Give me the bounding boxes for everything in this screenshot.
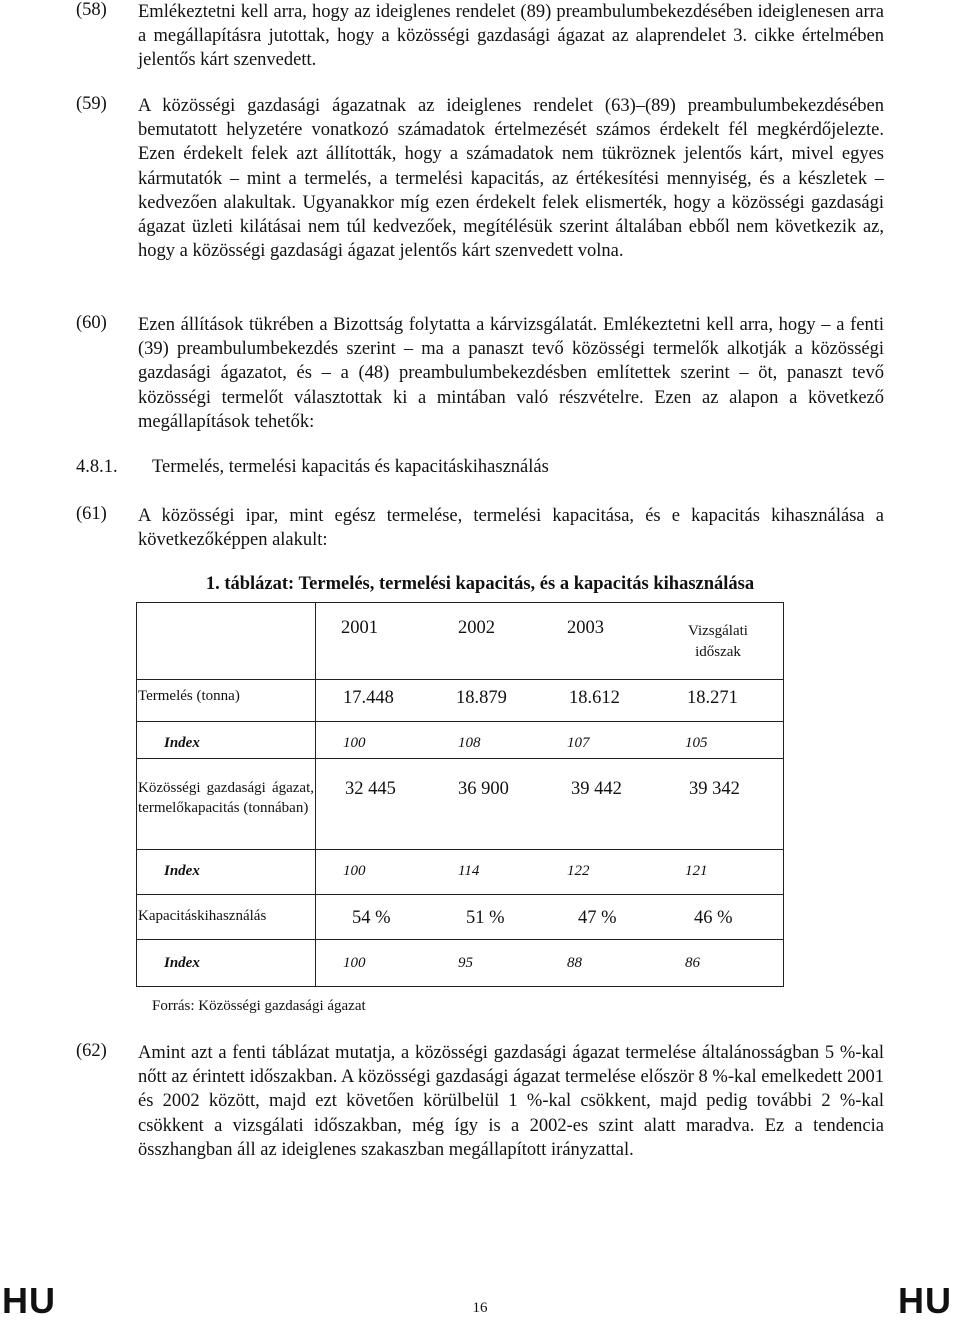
table-rule xyxy=(136,721,784,722)
column-header-2003: 2003 xyxy=(567,618,604,638)
paragraph-number: (59) xyxy=(76,94,107,114)
paragraph-number: (60) xyxy=(76,313,107,333)
footer-language-left: HU xyxy=(2,1280,56,1321)
column-header-2001: 2001 xyxy=(341,618,378,638)
table-cell: 108 xyxy=(458,735,481,751)
table-source: Forrás: Közösségi gazdasági ágazat xyxy=(152,998,366,1014)
table-cell: 32 445 xyxy=(345,779,396,799)
table-cell: 95 xyxy=(458,955,473,971)
row-label: Termelés (tonna) xyxy=(138,688,240,704)
row-label: Index xyxy=(164,863,200,879)
paragraph-text: Amint azt a fenti táblázat mutatja, a közösségi gazdasági ágazat termelése általánosságban 5 %-kal nőtt az érintett időszakban. A közösségi gazdasági ágazat termelése először 8 %-kal emelkedett 2001 és 2002 között, majd ezt követően körülbelül 1 %-kal csökkent, majd pedig további 2 %-kal csökkent a vizsgálati időszakban, még így is a 2002-es szint alatt maradva. Ez a tendencia összhangban áll az ideiglenes szakaszban megállapított irányzattal. xyxy=(138,1043,884,1160)
table-cell: 88 xyxy=(567,955,582,971)
table-cell: 39 442 xyxy=(571,779,622,799)
page-number: 16 xyxy=(472,1300,488,1316)
table-cell: 107 xyxy=(567,735,590,751)
paragraph-text: A közösségi gazdasági ágazatnak az ideiglenes rendelet (63)–(89) preambulumbekezdésében bemutatott helyzetére vonatkozó számadatok értelmezését számos érdekelt fél megkérdőjelezte. Ezen érdekelt felek azt állították, hogy a számadatok nem tükröznek jelentős kárt, mivel egyes kármutatók – mint a termelés, a termelési kapacitás, az értékesítési mennyiség, és a készletek – kedvezően alakultak. Ugyanakkor míg ezen érdekelt felek elismerték, hogy a közösségi gazdasági ágazat üzleti kilátásai nem túl kedvezőek, megítélésük szerint általában ebből nem következik az, hogy a közösségi gazdasági ágazat jelentős kárt szenvedett volna. xyxy=(138,96,884,262)
paragraph-number: (58) xyxy=(76,0,107,20)
table-cell: 18.271 xyxy=(687,688,738,708)
table-cell: 51 % xyxy=(466,908,505,928)
table-rule xyxy=(136,894,784,895)
production-table xyxy=(136,602,784,987)
footer-language-right: HU xyxy=(898,1280,952,1321)
table-rule xyxy=(136,602,784,603)
table-cell: 105 xyxy=(685,735,708,751)
table-rule xyxy=(136,939,784,940)
table-cell: 18.612 xyxy=(569,688,620,708)
section-title: Termelés, termelési kapacitás és kapacitáskihasználás xyxy=(152,457,549,477)
table-cell: 121 xyxy=(685,863,708,879)
table-cell: 46 % xyxy=(694,908,733,928)
table-rule xyxy=(136,602,137,987)
paragraph-number: (61) xyxy=(76,504,107,524)
row-label: Index xyxy=(164,735,200,751)
column-header-2002: 2002 xyxy=(458,618,495,638)
table-title: 1. táblázat: Termelés, termelési kapacitás, és a kapacitás kihasználása xyxy=(205,574,755,594)
table-cell: 114 xyxy=(458,863,480,879)
table-cell: 100 xyxy=(343,955,366,971)
table-cell: 54 % xyxy=(352,908,391,928)
row-label: Index xyxy=(164,955,200,971)
paragraph-text: Emlékeztetni kell arra, hogy az ideiglenes rendelet (89) preambulumbekezdésében ideiglenesen arra a megállapításra jutottak, hogy a közösségi gazdasági ágazat az alaprendelet 3. cikke értelmében jelentős kárt szenvedett. xyxy=(138,2,884,71)
paragraph-60 xyxy=(76,313,884,434)
paragraph-58 xyxy=(76,0,884,73)
column-header-investigation-period: Vizsgálati időszak xyxy=(688,623,748,660)
paragraph-text: A közösségi ipar, mint egész termelése, termelési kapacitása, és e kapacitás kihasználása a következőképpen alakult: xyxy=(138,506,884,551)
table-cell: 122 xyxy=(567,863,590,879)
table-rule xyxy=(136,849,784,850)
table-rule xyxy=(136,986,784,987)
table-cell: 39 342 xyxy=(689,779,740,799)
row-label: Közösségi gazdasági ágazat, termelőkapacitás (tonnában) xyxy=(138,780,314,816)
table-cell: 36 900 xyxy=(458,779,509,799)
paragraph-number: (62) xyxy=(76,1041,107,1061)
table-cell: 100 xyxy=(343,735,366,751)
paragraph-text: Ezen állítások tükrében a Bizottság folytatta a kárvizsgálatát. Emlékeztetni kell arra, hogy – a fenti (39) preambulumbekezdés szerint – ma a panaszt tevő közösségi termelők alkotják a közösségi gazdasági ágazatot, és – a (48) preambulumbekezdésben említettek szerint – öt, panaszt tevő közösségi termelőt választottak ki a mintában való részvételre. Ezen az alapon a következő megállapítások tehetők: xyxy=(138,315,884,432)
section-number: 4.8.1. xyxy=(76,457,118,477)
paragraph-61 xyxy=(76,504,884,552)
table-cell: 17.448 xyxy=(343,688,394,708)
paragraph-59 xyxy=(76,94,884,263)
table-rule xyxy=(783,602,784,987)
paragraph-62 xyxy=(76,1041,884,1162)
table-rule xyxy=(136,679,784,680)
table-cell: 86 xyxy=(685,955,700,971)
table-rule xyxy=(315,602,316,987)
table-cell: 47 % xyxy=(578,908,617,928)
table-cell: 100 xyxy=(343,863,366,879)
table-cell: 18.879 xyxy=(456,688,507,708)
table-rule xyxy=(136,758,784,759)
row-label: Kapacitáskihasználás xyxy=(138,908,267,924)
